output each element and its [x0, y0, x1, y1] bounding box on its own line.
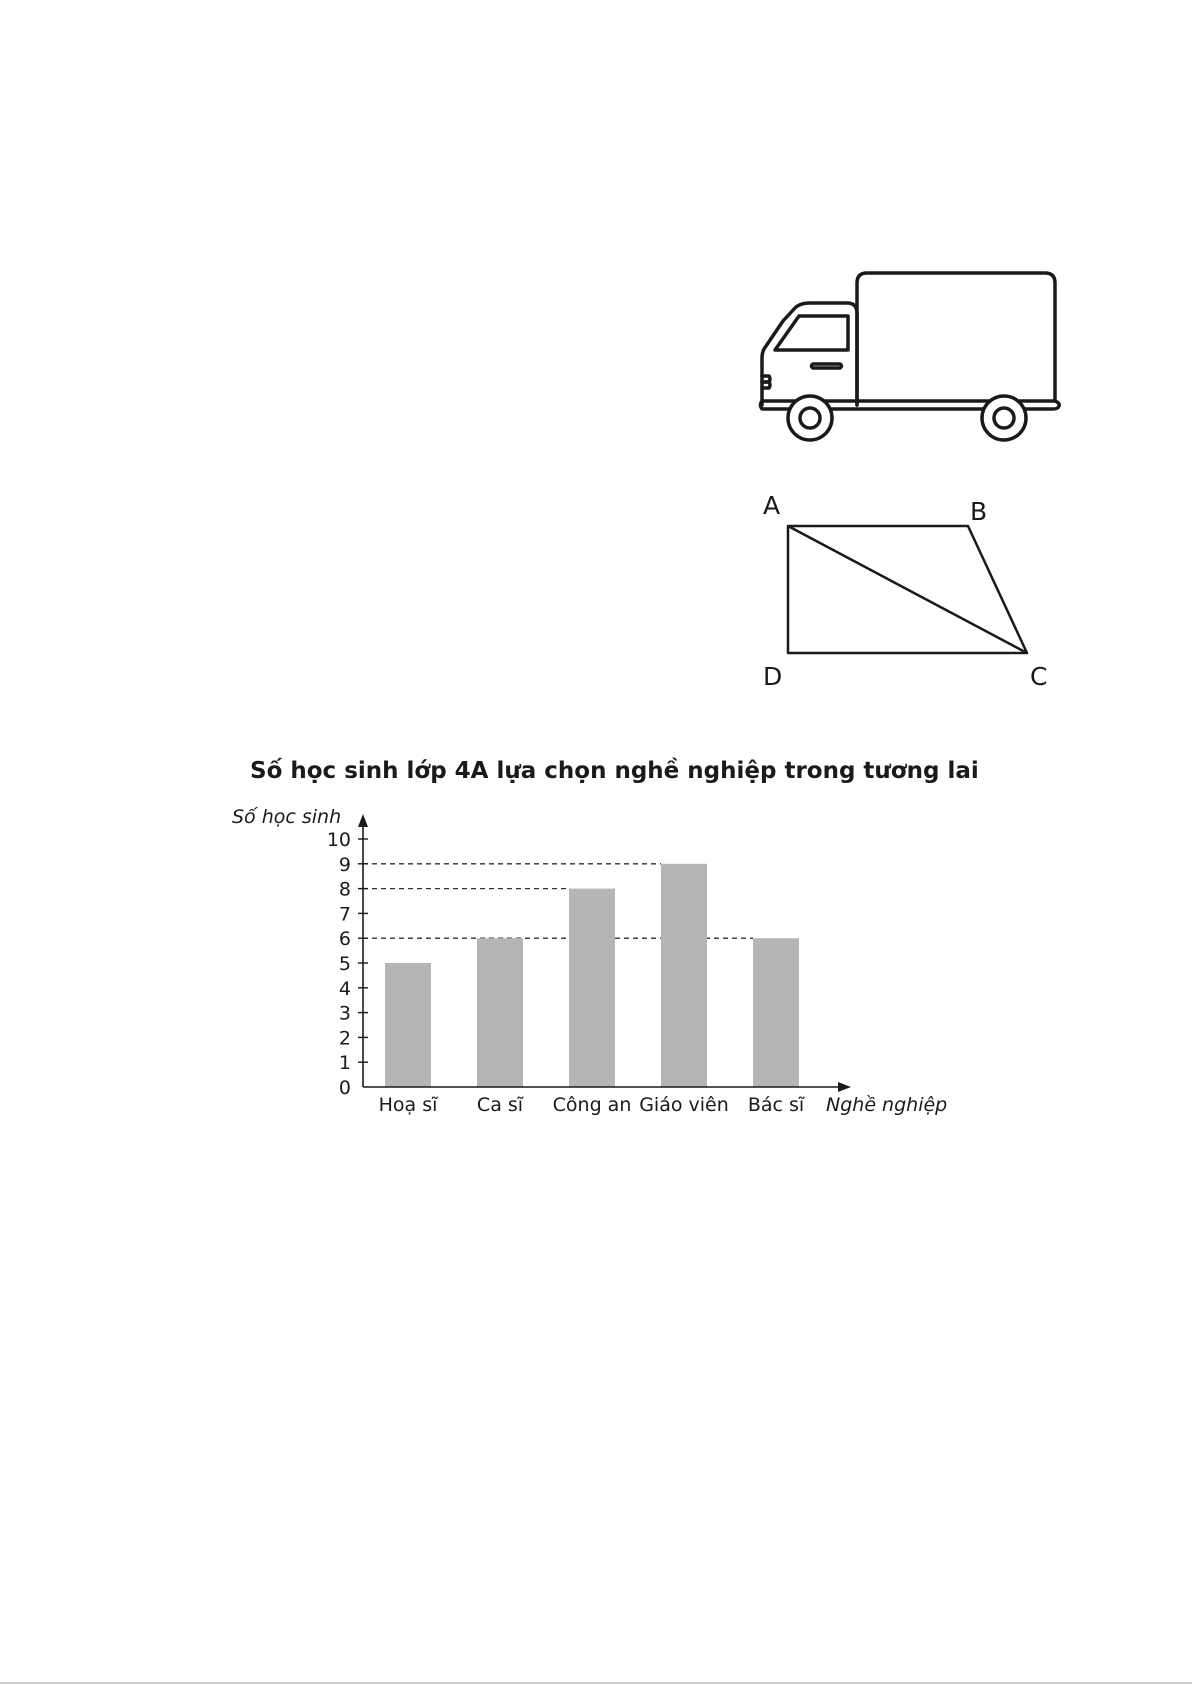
x-category-label: Bác sĩ — [747, 1094, 805, 1116]
y-tick-label: 5 — [338, 953, 351, 975]
y-axis-arrow — [358, 814, 368, 827]
bar-1 — [385, 963, 431, 1087]
x-category-label: Giáo viên — [639, 1094, 729, 1116]
y-tick-label: 4 — [338, 977, 351, 1000]
x-category-label: Công an — [552, 1094, 632, 1116]
y-tick-label: 9 — [338, 853, 351, 876]
y-tick-label: 6 — [338, 928, 351, 951]
y-tick-label: 3 — [338, 1002, 351, 1025]
x-category-label: Hoạ sĩ — [378, 1094, 438, 1116]
y-tick-label: 8 — [338, 878, 351, 901]
y-tick-label: 7 — [338, 903, 351, 926]
chart-title: Số học sinh lớp 4A lựa chọn nghề nghiệp trong tương lai — [250, 758, 979, 784]
bar-2 — [477, 938, 523, 1087]
bar-3 — [569, 889, 615, 1087]
x-category-label: Ca sĩ — [476, 1094, 524, 1116]
x-axis-arrow — [838, 1082, 851, 1092]
bar-4 — [661, 864, 707, 1087]
y-tick-label: 2 — [338, 1027, 351, 1050]
y-tick-label: 1 — [338, 1052, 351, 1075]
bottom-rule — [0, 1682, 1192, 1684]
y-tick-label: 10 — [326, 829, 351, 851]
point-c-label: C — [1030, 662, 1048, 691]
y-axis-title: Số học sinh — [232, 806, 342, 828]
point-b-label: B — [970, 497, 988, 526]
bar-5 — [753, 938, 799, 1087]
point-d-label: D — [763, 662, 783, 691]
point-a-label: A — [763, 491, 781, 520]
y-tick-label: 0 — [338, 1077, 351, 1099]
x-axis-title: Nghề nghiệp — [826, 1094, 948, 1116]
